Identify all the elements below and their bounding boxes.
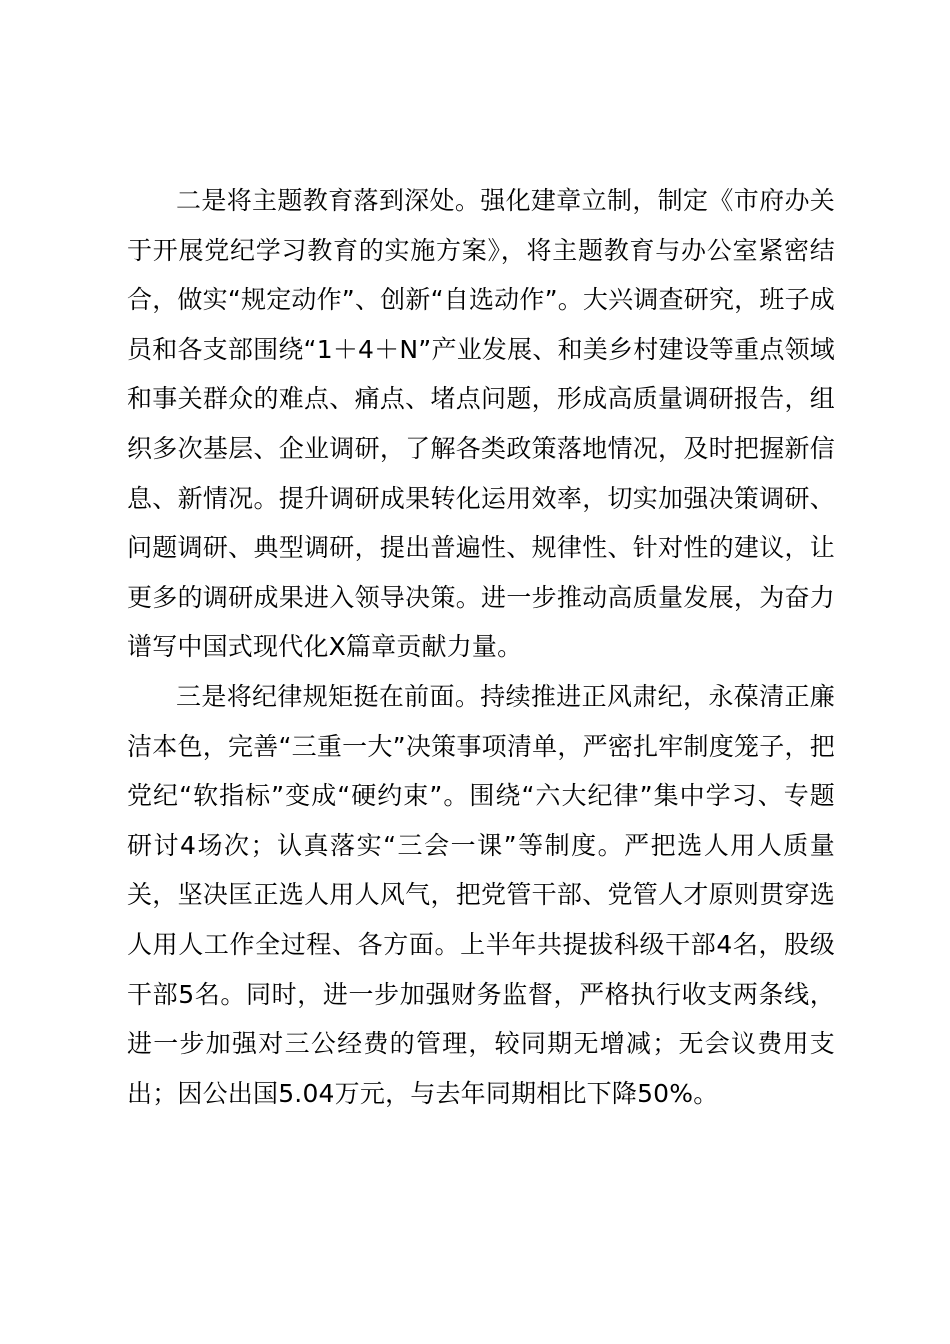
document-page bbox=[127, 176, 835, 1118]
paragraph-discipline-rules: 三是将纪律规矩挺在前面。持续推进正风肃纪，永葆清正廉洁本色，完善“三重一大”决策事项清单，严密扎牢制度笼子，把党纪“软指标”变成“硬约束”。围绕“六大纪律”集中学习、专题研讨4场次；认真落实“三会一课”等制度。严把选人用人质量关，坚决匡正选人用人风气，把党管干部、党管人才原则贯穿选人用人工作全过程、各方面。上半年共提拔科级干部4名，股级干部5名。同时，进一步加强财务监督，严格执行收支两条线，进一步加强对三公经费的管理，较同期无增减；无会议费用支出；因公出国5.04万元，与去年同期相比下降50%。 bbox=[127, 681, 835, 1108]
paragraph-theme-education: 二是将主题教育落到深处。强化建章立制，制定《市府办关于开展党纪学习教育的实施方案》，将主题教育与办公室紧密结合，做实“规定动作”、创新“自选动作”。大兴调查研究，班子成员和各支部围绕“1＋4＋N”产业发展、和美乡村建设等重点领域和事关群众的难点、痛点、堵点问题，形成高质量调研报告，组织多次基层、企业调研，了解各类政策落地情况，及时把握新信息、新情况。提升调研成果转化运用效率，切实加强决策调研、问题调研、典型调研，提出普遍性、规律性、针对性的建议，让更多的调研成果进入领导决策。进一步推动高质量发展，为奋力谱写中国式现代化X篇章贡献力量。 bbox=[127, 186, 835, 662]
